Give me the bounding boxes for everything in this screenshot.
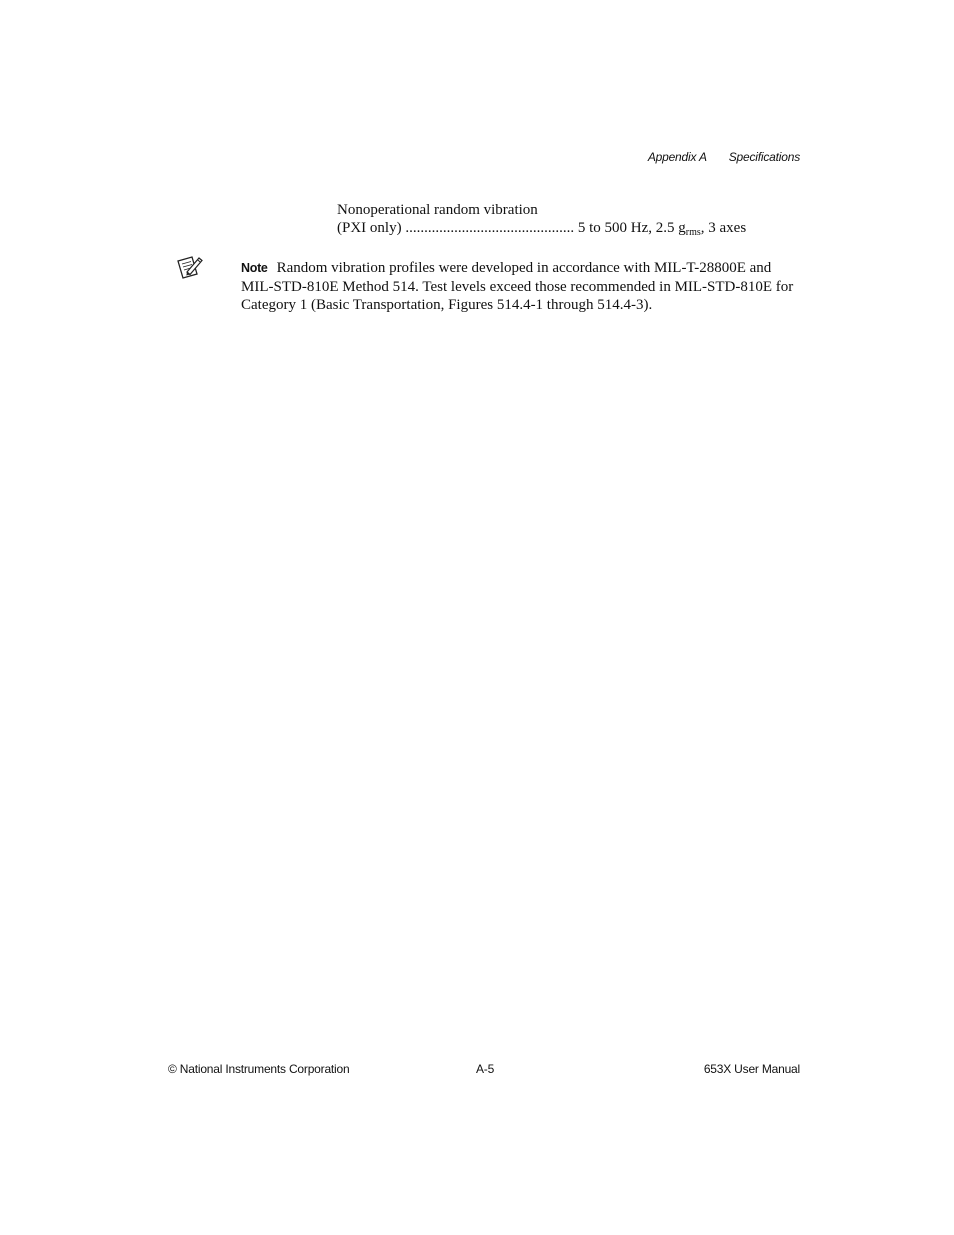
footer-page-number: A-5 xyxy=(476,1062,495,1076)
spec-entry xyxy=(337,201,777,237)
spec-leader-dots: ............................................. xyxy=(405,220,575,236)
note-text: Random vibration profiles were developed in accordance with MIL-T-28800E and MIL-STD-810E Method 514. Test levels exceed those recommended in MIL-STD-810E for Category 1 (Basic Transportation, Figures 514.4-1 through 514.4-3). xyxy=(241,260,794,313)
spec-row xyxy=(337,219,777,237)
spec-value-subscript: rms xyxy=(685,227,701,238)
note-pencil-icon xyxy=(175,255,205,281)
running-header xyxy=(648,150,800,164)
spec-label-line1: Nonoperational random vibration xyxy=(337,202,538,218)
spec-value xyxy=(578,220,746,236)
spec-label-line2: (PXI only) xyxy=(337,220,402,236)
footer-copyright: © National Instruments Corporation xyxy=(168,1062,350,1076)
spec-value-tail: , 3 axes xyxy=(700,220,747,236)
note-label: Note xyxy=(241,261,268,275)
footer-manual-title: 653X User Manual xyxy=(703,1062,800,1076)
note-block xyxy=(241,259,801,315)
header-appendix: Appendix A xyxy=(647,150,707,164)
spec-value-main: 5 to 500 Hz, 2.5 g xyxy=(577,220,686,236)
header-section: Specifications xyxy=(728,150,800,164)
